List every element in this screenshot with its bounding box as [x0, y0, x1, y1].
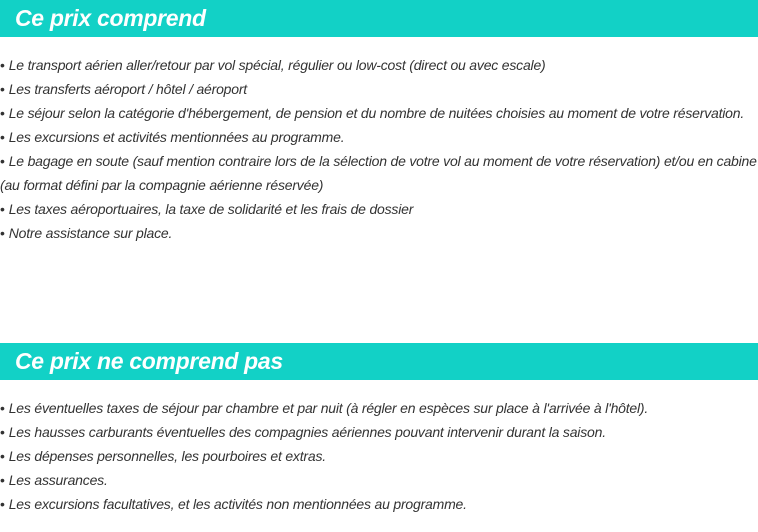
bullet-icon: •: [0, 448, 5, 464]
price-excludes-list: [0, 396, 758, 516]
list-item: [0, 53, 758, 77]
list-item: [0, 492, 758, 516]
list-item: [0, 468, 758, 492]
list-item-text: Les dépenses personnelles, les pourboires et extras.: [8, 448, 326, 464]
list-item-text: Les éventuelles taxes de séjour par chambre et par nuit (à régler en espèces sur place à l'arrivée à l'hôtel).: [8, 400, 649, 416]
list-item-text: Les taxes aéroportuaires, la taxe de solidarité et les frais de dossier: [8, 201, 414, 217]
bullet-icon: •: [0, 153, 5, 169]
price-includes-header: [0, 0, 758, 37]
list-item: [0, 125, 758, 149]
list-item-text: Le bagage en soute (sauf mention contraire lors de la sélection de votre vol au moment de votre réservation) et/ou en cabine (au format défini par la compagnie aérienne réservée): [0, 153, 757, 193]
list-item-text: Les hausses carburants éventuelles des compagnies aériennes pouvant intervenir durant la saison.: [8, 424, 606, 440]
bullet-icon: •: [0, 225, 5, 241]
bullet-icon: •: [0, 472, 5, 488]
bullet-icon: •: [0, 81, 5, 97]
list-item: [0, 420, 758, 444]
price-includes-section: [0, 0, 758, 245]
list-item: [0, 101, 758, 125]
price-excludes-header: [0, 343, 758, 380]
list-item: [0, 77, 758, 101]
list-item-text: Les excursions facultatives, et les activités non mentionnées au programme.: [8, 496, 467, 512]
price-includes-title: Ce prix comprend: [15, 5, 206, 31]
list-item: [0, 221, 758, 245]
bullet-icon: •: [0, 105, 5, 121]
bullet-icon: •: [0, 129, 5, 145]
list-item-text: Le transport aérien aller/retour par vol spécial, régulier ou low-cost (direct ou avec escale): [8, 57, 546, 73]
bullet-icon: •: [0, 496, 5, 512]
list-item-text: Les excursions et activités mentionnées au programme.: [8, 129, 345, 145]
list-item: [0, 396, 758, 420]
bullet-icon: •: [0, 400, 5, 416]
list-item: [0, 197, 758, 221]
list-item-text: Les transferts aéroport / hôtel / aéroport: [8, 81, 247, 97]
bullet-icon: •: [0, 424, 5, 440]
price-includes-list: [0, 53, 758, 245]
price-excludes-title: Ce prix ne comprend pas: [15, 348, 283, 374]
bullet-icon: •: [0, 57, 5, 73]
list-item-text: Le séjour selon la catégorie d'hébergement, de pension et du nombre de nuitées choisies au moment de votre réservation.: [8, 105, 745, 121]
list-item: [0, 444, 758, 468]
list-item-text: Notre assistance sur place.: [8, 225, 173, 241]
price-excludes-section: [0, 343, 758, 516]
list-item: [0, 149, 758, 197]
list-item-text: Les assurances.: [8, 472, 108, 488]
bullet-icon: •: [0, 201, 5, 217]
